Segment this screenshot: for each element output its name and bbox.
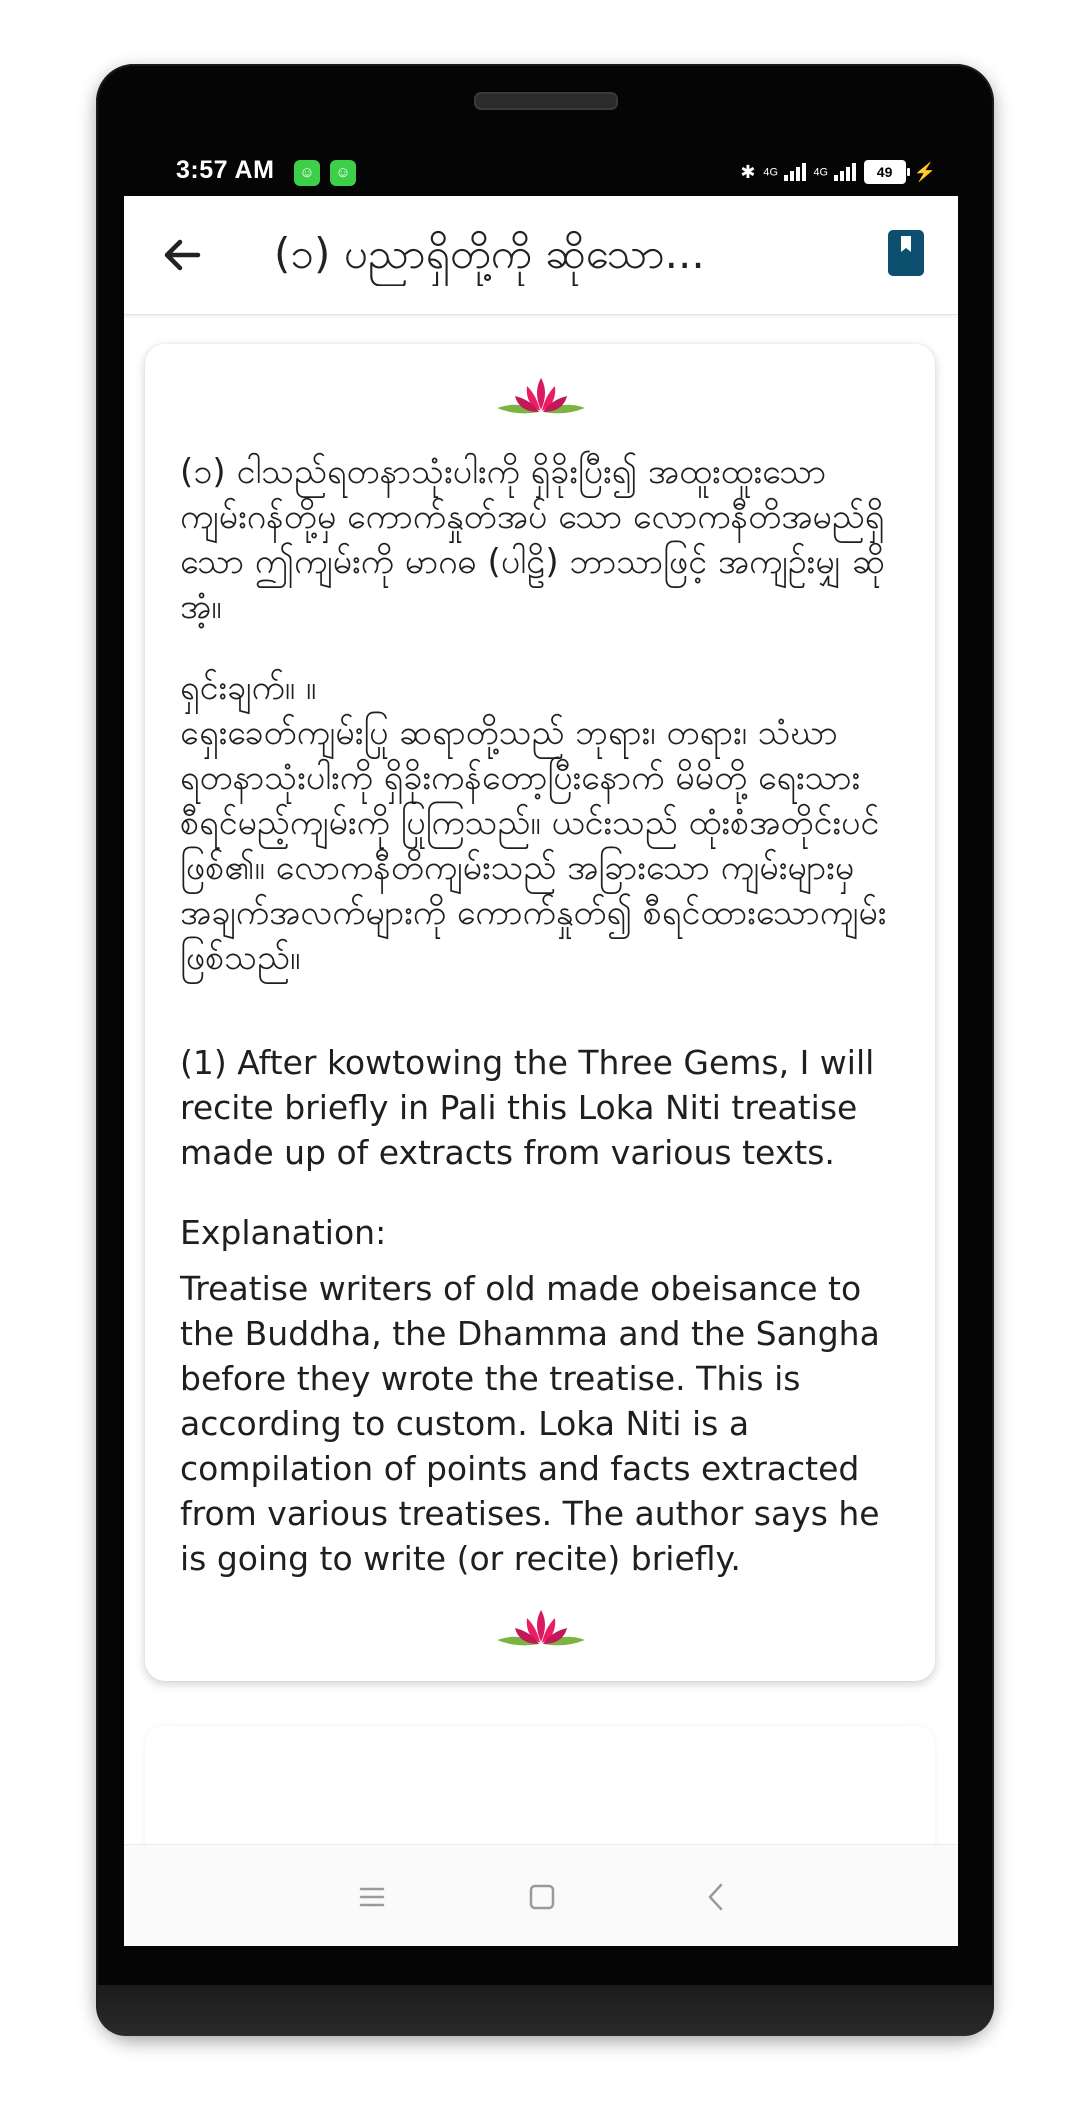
myanmar-explanation: ရှေးခေတ်ကျမ်းပြု ဆရာတို့သည် ဘုရား၊ တရား၊ သံဃာ ရတနာသုံးပါးကို ရှိခိုးကန်တော့ပြီးနောက် မိမိတို့ ရေးသားစီရင်မည့်ကျမ်းကို ပြုကြသည်။ ယင်းသည် ထုံးစံအတိုင်းပင် ဖြစ်၏။ လောကနီတိကျမ်းသည် အခြားသော ကျမ်းများမှ အချက်အလက်များကို ကောက်နှုတ်၍ စီရင်ထားသောကျမ်းဖြစ်သည်။ (180, 713, 887, 978)
recents-button[interactable] (352, 1877, 392, 1917)
phone-frame-bottom (96, 1985, 994, 2036)
lotus-icon (495, 1606, 587, 1650)
signal-icon: 4G (763, 161, 805, 184)
lotus-icon (495, 374, 587, 418)
battery-level: 49 (876, 164, 893, 180)
app-bar (124, 196, 958, 315)
notification-app-icon: ☺ (330, 160, 356, 186)
status-icons (740, 160, 936, 184)
notification-app-icon: ☺ (294, 160, 320, 186)
page-title: (၁) ပညာရှိတို့ကို ဆိုသော... (274, 229, 705, 278)
verse-card (145, 344, 935, 1681)
square-icon (522, 1877, 562, 1917)
system-back-button[interactable] (696, 1877, 736, 1917)
english-verse: (1) After kowtowing the Three Gems, I will recite briefly in Pali this Loka Niti treatise made up of extracts from various texts. (180, 1043, 875, 1172)
menu-icon (352, 1877, 392, 1917)
myanmar-explanation-heading: ရှင်းချက်။ ။ (180, 668, 317, 708)
arrow-left-icon (158, 230, 208, 280)
bookmark-button[interactable] (888, 230, 924, 276)
app-screen (124, 196, 958, 1946)
chevron-left-icon (696, 1877, 736, 1917)
charging-icon: ⚡ (913, 161, 936, 182)
english-explanation-heading: Explanation: (180, 1213, 387, 1252)
speaker-grille (474, 92, 618, 110)
status-bar (124, 150, 966, 196)
bluetooth-icon: ✱ (740, 161, 756, 182)
system-nav-bar (124, 1844, 958, 1946)
status-time: 3:57 AM (176, 156, 275, 184)
signal-icon: 4G (814, 161, 856, 184)
home-button[interactable] (522, 1877, 562, 1917)
english-explanation: Treatise writers of old made obeisance to the Buddha, the Dhamma and the Sangha before they wrote the treatise. This is according to custom. Loka Niti is a compilation of points and facts extracted from various treatises. The author says he is going to write (or recite) briefly. (180, 1269, 880, 1578)
myanmar-verse: (၁) ငါသည်ရတနာသုံးပါးကို ရှိခိုးပြီး၍ အထူးထူးသော ကျမ်းဂန်တို့မှ ကောက်နှုတ်အပ် သော လောကနီတိအမည်ရှိသော ဤကျမ်းကို မာဂဓ (ပါဠိ) ဘာသာဖြင့် အကျဉ်းမျှ ဆိုအံ့။ (180, 452, 886, 627)
battery-icon (864, 160, 906, 184)
bookmark-icon (888, 230, 924, 276)
back-button[interactable] (158, 230, 208, 280)
